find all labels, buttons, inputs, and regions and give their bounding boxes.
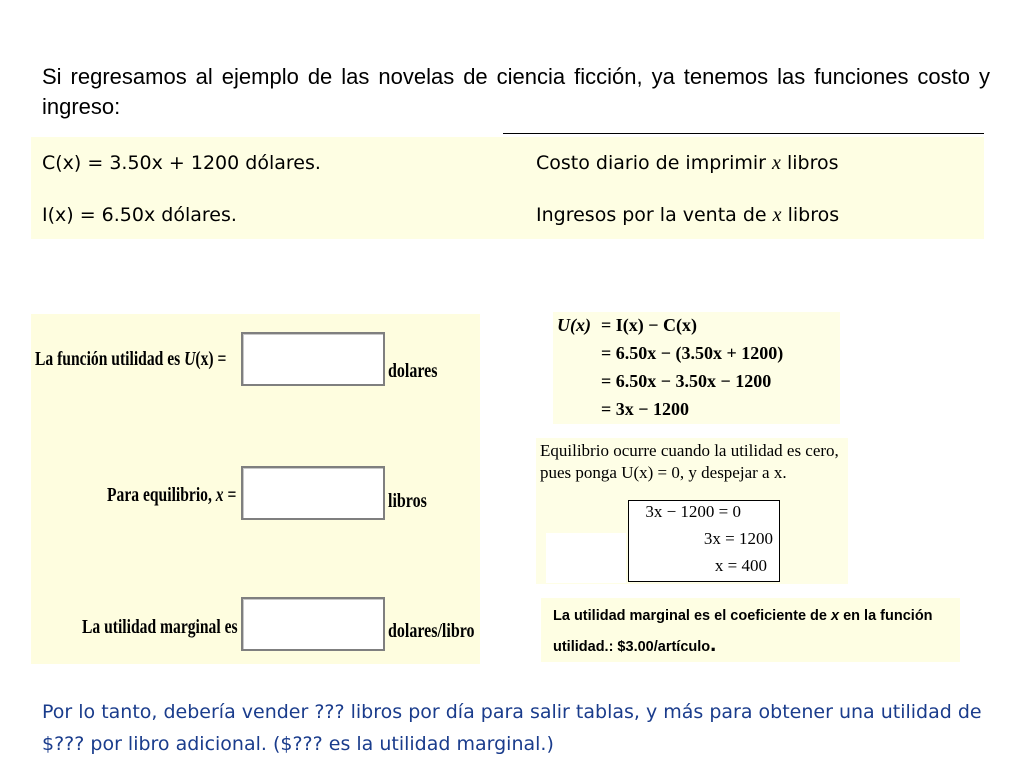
- equilibrium-explanation: Equilibrio ocurre cuando la utilidad es cero, pues ponga U(x) = 0, y despejar a x.: [540, 441, 839, 482]
- equilibrium-input[interactable]: [241, 466, 385, 520]
- marginal-utility-label: La utilidad marginal es: [82, 616, 238, 638]
- equilibrium-solution-box: [628, 500, 780, 582]
- utility-function-label: La función utilidad es U(x) =: [35, 348, 227, 370]
- equilibrium-step: 3x = 1200: [703, 529, 773, 548]
- marginal-unit-label: dolares/libro: [388, 620, 475, 642]
- intro-paragraph: Si regresamos al ejemplo de las novelas de ciencia ficción, ya tenemos las funciones costo y ingreso:: [42, 64, 990, 119]
- marginal-utility-note: [541, 598, 960, 662]
- exercise-panel: [31, 314, 480, 664]
- marginal-utility-input[interactable]: [241, 597, 385, 651]
- equilibrium-unit-label: libros: [388, 490, 427, 512]
- revenue-function-description: Ingresos por la venta de x libros: [536, 204, 840, 226]
- utility-unit-label: dolares: [388, 360, 438, 382]
- cost-function-description: Costo diario de imprimir x libros: [536, 152, 839, 174]
- equilibrium-step: x = 400: [714, 556, 767, 575]
- revenue-function-formula: I(x) = 6.50x dólares.: [42, 204, 237, 226]
- panel-blank-area: [546, 533, 626, 583]
- functions-table: [31, 137, 984, 239]
- conclusion-paragraph: Por lo tanto, debería vender ??? libros por día para salir tablas, y más para obtener una utilidad de $??? por libro adicional. ($??? es la utilidad marginal.): [42, 701, 982, 755]
- marginal-note-text: La utilidad marginal es el coeficiente de x en la función utilidad.: $3.00/artículo.: [553, 608, 933, 656]
- equilibrium-panel: [536, 438, 848, 584]
- utility-derivation: U(x) = I(x) − C(x) = 6.50x − (3.50x + 1200) = 6.50x − 3.50x − 1200 = 3x − 1200: [553, 312, 840, 424]
- cost-function-formula: C(x) = 3.50x + 1200 dólares.: [42, 152, 321, 174]
- table-top-rule: [503, 133, 984, 134]
- equilibrium-label: Para equilibrio, x =: [107, 484, 237, 506]
- utility-function-input[interactable]: [241, 332, 385, 386]
- equilibrium-step: 3x − 1200 = 0: [645, 502, 741, 521]
